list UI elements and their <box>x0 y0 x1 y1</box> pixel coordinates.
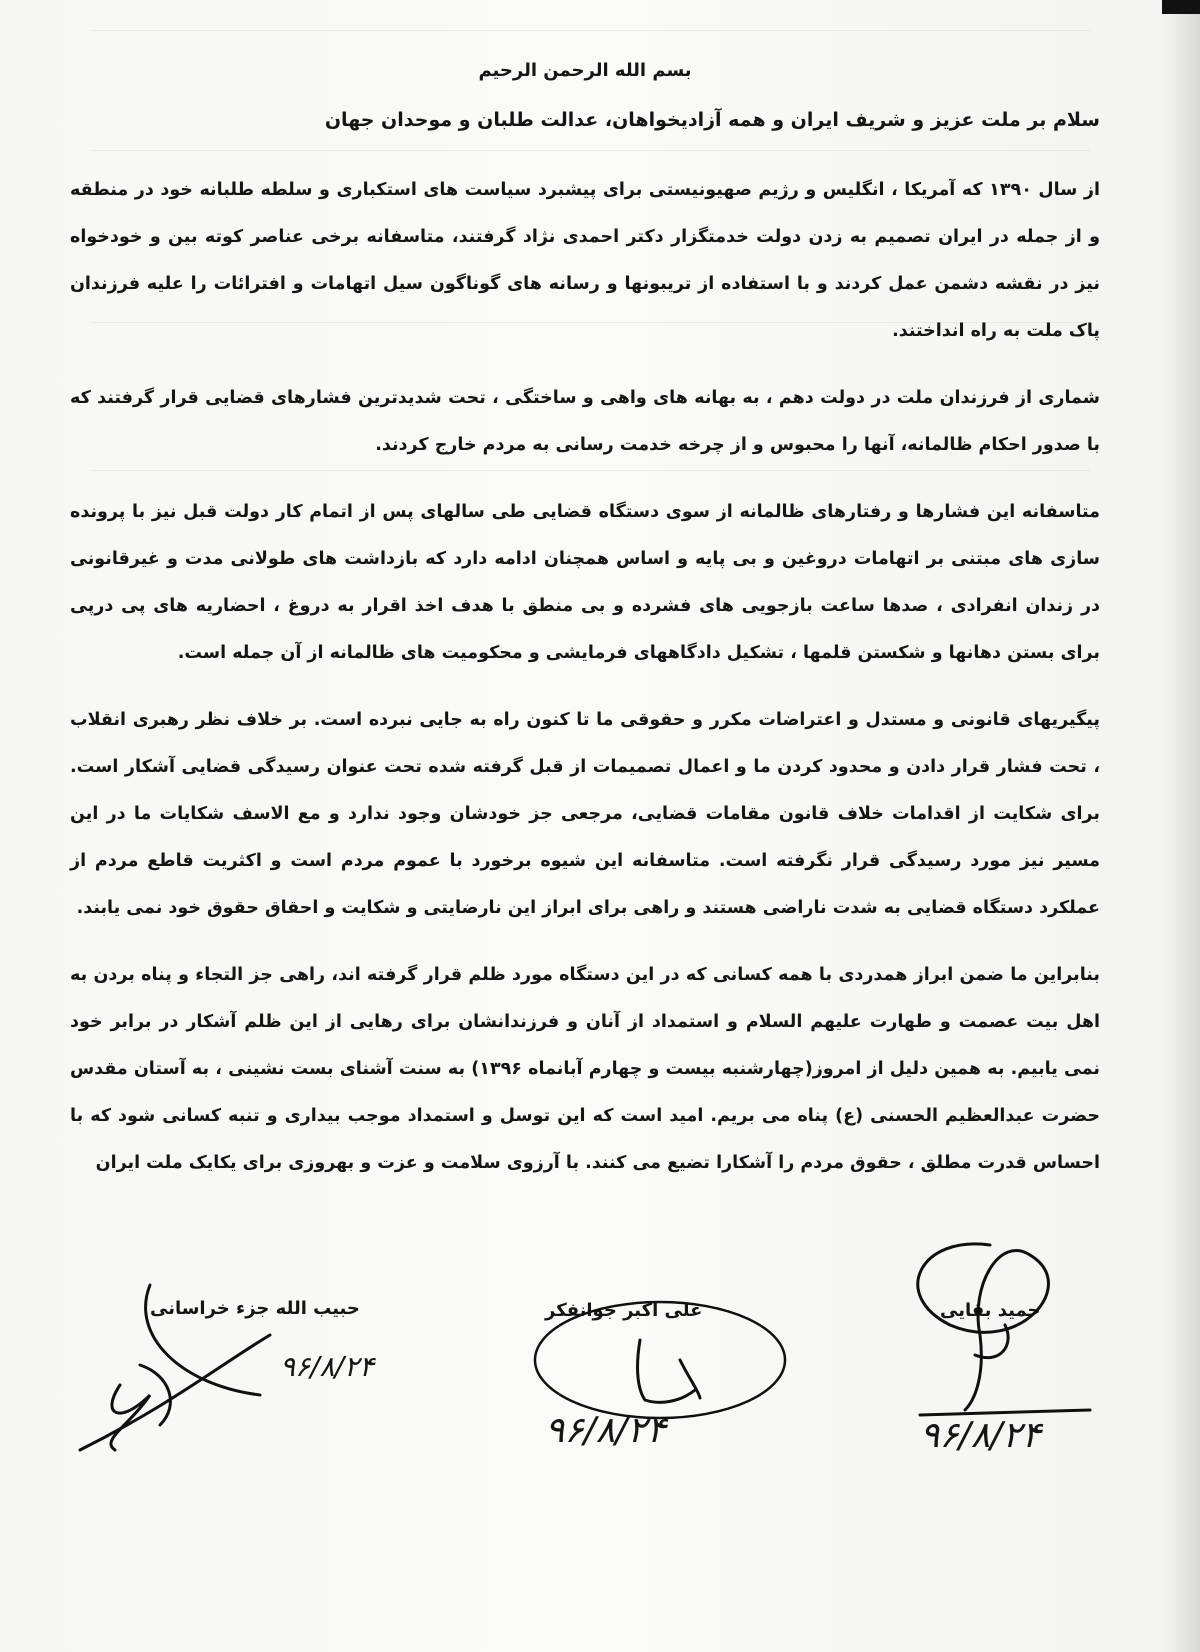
signature-mark-right <box>880 1225 1100 1425</box>
bismillah-heading: بسم الله الرحمن الرحیم <box>478 60 692 81</box>
bleed-through-line <box>90 30 1090 31</box>
signature-date-right: ۹۶/۸/۲۴ <box>920 1415 1041 1456</box>
signatory-name: علی اکبر جوانفکر <box>545 1300 703 1321</box>
signature-date-middle: ۹۶/۸/۲۴ <box>545 1410 666 1451</box>
greeting-line: سلام بر ملت عزیز و شریف ایران و همه آزادیخواهان، عدالت طلبان و موحدان جهان <box>324 109 1100 131</box>
paragraph-4: پیگیریهای قانونی و مستدل و اعتراضات مکرر و حقوقی ما تا کنون راه به جایی نبرده است. بر خلاف نظر رهبری انقلاب ، تحت فشار قرار دادن و محدود کردن ما و اعمال تصمیمات از قبل گرفته شده تحت عنوان رسیدگی قضایی آشکار است. برای شکایت از اقدامات خلاف قانون مقامات قضایی، مرجعی جز خودشان وجود ندارد و مع الاسف شکایات ما در این مسیر نیز مورد رسیدگی قرار نگرفته است. متاسفانه این شیوه برخورد با عموم مردم است و اکثریت قاطع مردم از عملکرد دستگاه قضایی به شدت ناراضی هستند و راهی برای ابراز این نارضایتی و شکایت و احقاق حقوق خود نمی یابند. <box>70 710 1100 918</box>
paragraph-2: شماری از فرزندان ملت در دولت دهم ، به بهانه های واهی و ساختگی ، تحت شدیدترین فشارهای قضایی قرار گرفتند که با صدور احکام ظالمانه، آنها را محبوس و از چرخه خدمت رسانی به مردم خارج کردند. <box>70 388 1100 455</box>
signature-mark-middle <box>530 1290 800 1430</box>
paragraph-1: از سال ۱۳۹۰ که آمریکا ، انگلیس و رژیم صهیونیستی برای پیشبرد سیاست های استکباری و سلطه طلبانه خود در منطقه و از جمله در ایران تصمیم به زدن دولت خدمتگزار دکتر احمدی نژاد گرفتند، متاسفانه برخی عناصر کوته بین و خودخواه نیز در نقشه دشمن عمل کردند و با استفاده از تریبونها و رسانه های گوناگون سیل اتهامات و افترائات را علیه فرزندان پاک ملت به راه انداختند. <box>70 180 1100 341</box>
scan-edge-shadow <box>1164 0 1200 1652</box>
paragraph-5: بنابراین ما ضمن ابراز همدردی با همه کسانی که در این دستگاه مورد ظلم قرار گرفته اند، راهی جز التجاء و پناه بردن به اهل بیت عصمت و طهارت علیهم السلام و استمداد از آنان و فرزندانشان برای رهایی از این ظلم آشکار در برابر خود نمی یابیم. به همین دلیل از امروز(چهارشنبه بیست و چهارم آبانماه ۱۳۹۶) به سنت آشنای بست نشینی ، به آستان مقدس حضرت عبدالعظیم الحسنی (ع) پناه می بریم. امید است که این توسل و استمداد موجب بیداری و تنبه کسانی شود که با احساس قدرت مطلق ، حقوق مردم را آشکارا تضیع می کنند. با آرزوی سلامت و عزت و بهروزی برای یکایک ملت ایران <box>70 965 1100 1173</box>
letter-body <box>70 60 1100 1207</box>
signatory-name: حبیب الله جزء خراسانی <box>150 1298 360 1319</box>
signature-date-left: ۹۶/۸/۲۴ <box>280 1350 375 1383</box>
paragraph-3: متاسفانه این فشارها و رفتارهای ظالمانه از سوی دستگاه قضایی طی سالهای پس از اتمام کار دولت قبل نیز با پرونده سازی های مبتنی بر اتهامات دروغین و بی پایه و اساس همچنان ادامه دارد که بازداشت های طولانی مدت و غیرقانونی در زندان انفرادی ، صدها ساعت بازجویی های فشرده و بی منطق با هدف اخذ اقرار به دروغ ، احضاریه های پی درپی برای بستن دهانها و شکستن قلمها ، تشکیل دادگاههای فرمایشی و محکومیت های ظالمانه از آن جمله است. <box>70 502 1100 663</box>
signatory-name: حمید بقایی <box>940 1300 1041 1321</box>
